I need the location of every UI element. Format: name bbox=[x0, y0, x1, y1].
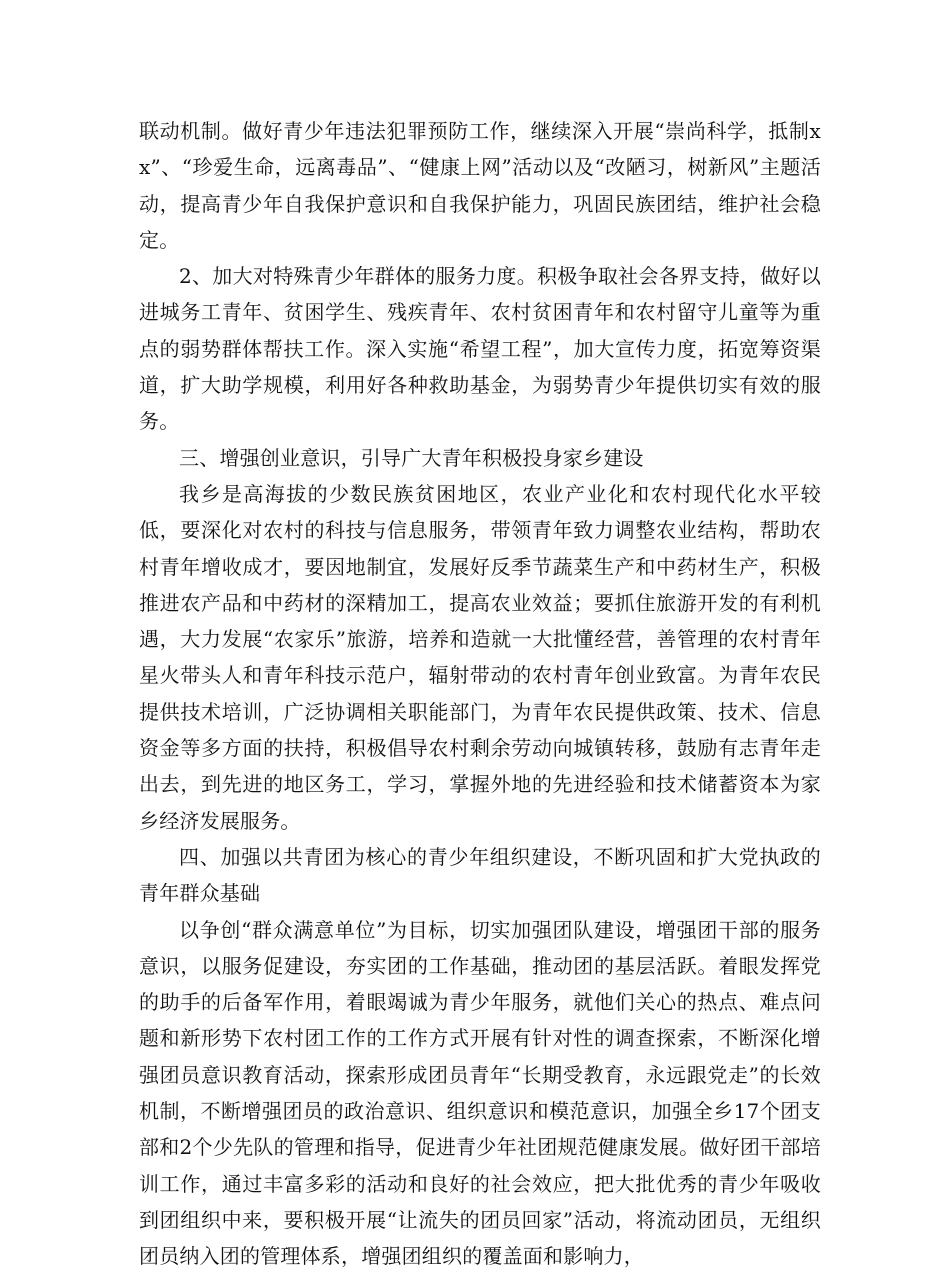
document-body bbox=[139, 113, 821, 1275]
paragraph-continuation: 联动机制。做好青少年违法犯罪预防工作，继续深入开展“崇尚科学，抵制xx”、“珍爱生命，远离毒品”、“健康上网”活动以及“改陋习，树新风”主题活动，提高青少年自我保护意识和自我保护能力，巩固民族团结，维护社会稳定。 bbox=[139, 119, 821, 252]
paragraph-organization: 以争创“群众满意单位”为目标，切实加强团队建设，增强团干部的服务意识，以服务促建设，夯实团的工作基础，推动团的基层活跃。着眼发挥党的助手的后备军作用，着眼竭诚为青少年服务，就他们关心的热点、难点问题和新形势下农村团工作的工作方式开展有针对性的调查探索，不断深化增强团员意识教育活动，探索形成团员青年“长期受教育，永远跟党走”的长效机制，不断增强团员的政治意识、组织意识和模范意识，加强全乡17个团支部和2个少先队的管理和指导，促进青少年社团规范健康发展。做好团干部培训工作，通过丰富多彩的活动和良好的社会效应，把大批优秀的青少年吸收到团组织中来，要积极开展“让流失的团员回家”活动，将流动团员，无组织团员纳入团的管理体系，增强团组织的覆盖面和影响力， bbox=[139, 917, 821, 1269]
section-heading-entrepreneurship: 三、增强创业意识，引导广大青年积极投身家乡建设 bbox=[179, 445, 644, 470]
paragraph-entrepreneurship: 我乡是高海拔的少数民族贫困地区，农业产业化和农村现代化水平较低，要深化对农村的科技与信息服务，带领青年致力调整农业结构，帮助农村青年增收成才，要因地制宜，发展好反季节蔬菜生产和中药材生产，积极推进农产品和中药材的深精加工，提高农业效益；要抓住旅游开发的有利机遇，大力发展“农家乐”旅游，培养和造就一大批懂经营，善管理的农村青年星火带头人和青年科技示范户，辐射带动的农村青年创业致富。为青年农民提供技术培训，广泛协调相关职能部门，为青年农民提供政策、技术、信息资金等多方面的扶持，积极倡导农村剩余劳动向城镇转移，鼓励有志青年走出去，到先进的地区务工，学习，掌握外地的先进经验和技术储蓄资本为家乡经济发展服务。 bbox=[139, 481, 821, 833]
paragraph-special-groups: 2、加大对特殊青少年群体的服务力度。积极争取社会各界支持，做好以进城务工青年、贫困学生、残疾青年、农村贫困青年和农村留守儿童等为重点的弱势群体帮扶工作。深入实施“希望工程”，加大宣传力度，拓宽筹资渠道，扩大助学规模，利用好各种救助基金，为弱势青少年提供切实有效的服务。 bbox=[139, 264, 821, 434]
section-heading-organization: 四、加强以共青团为核心的青少年组织建设，不断巩固和扩大党执政的青年群众基础 bbox=[139, 844, 821, 906]
